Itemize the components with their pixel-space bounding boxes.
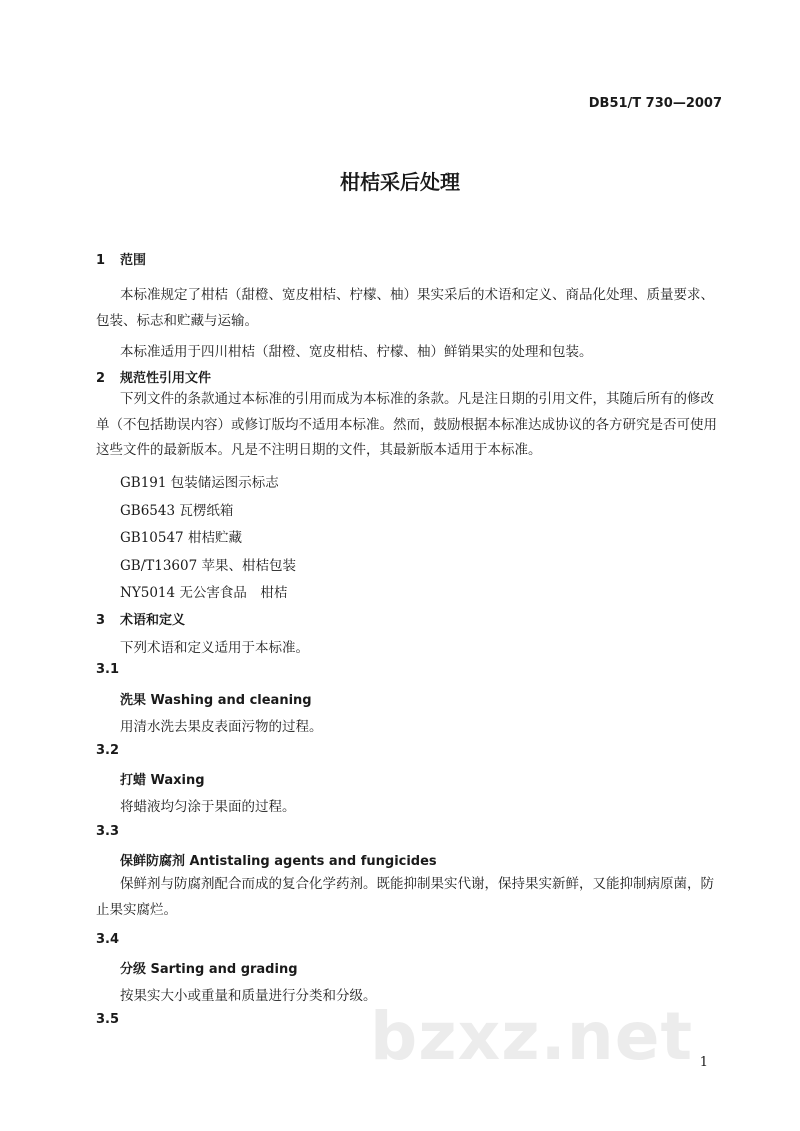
term-definition: 用清水洗去果皮表面污物的过程。 xyxy=(120,719,323,735)
document-title: 柑桔采后处理 xyxy=(340,170,460,194)
standard-code: DB51/T 730—2007 xyxy=(588,96,722,111)
scope-paragraph-2: 本标准适用于四川柑桔（甜橙、宽皮柑桔、柠檬、柚）鲜销果实的处理和包装。 xyxy=(120,344,593,360)
section-number: 2 xyxy=(96,371,106,386)
references-paragraph: 下列文件的条款通过本标准的引用而成为本标准的条款。凡是注日期的引用文件，其随后所有的修改单（不包括勘误内容）或修订版均不适用本标准。然而，鼓励根据本标准达成协议的各方研究是否可使用这些文件的最新版本。凡是不注明日期的文件，其最新版本适用于本标准。 xyxy=(96,391,717,458)
reference-item: GB6543 瓦楞纸箱 xyxy=(120,503,234,519)
term-definition: 将蜡液均匀涂于果面的过程。 xyxy=(120,799,296,815)
section-title: 规范性引用文件 xyxy=(120,371,212,386)
scope-paragraph-1: 本标准规定了柑桔（甜橙、宽皮柑桔、柠檬、柚）果实采后的术语和定义、商品化处理、质量要求、包装、标志和贮藏与运输。 xyxy=(96,287,714,329)
section-title: 范围 xyxy=(120,253,147,268)
reference-item: GB/T13607 苹果、柑桔包装 xyxy=(120,558,296,574)
section-heading-references xyxy=(96,367,211,386)
terms-intro: 下列术语和定义适用于本标准。 xyxy=(120,640,309,656)
section-number: 1 xyxy=(96,253,106,268)
term-number: 3.2 xyxy=(96,743,120,758)
term-title: 分级 Sarting and grading xyxy=(120,962,298,977)
term-number: 3.1 xyxy=(96,662,120,677)
watermark: bzxz.net xyxy=(370,998,694,1075)
reference-item: GB191 包装储运图示标志 xyxy=(120,475,279,491)
reference-item: GB10547 柑桔贮藏 xyxy=(120,530,242,546)
term-title: 保鲜防腐剂 Antistaling agents and fungicides xyxy=(120,854,437,869)
section-title: 术语和定义 xyxy=(120,613,186,628)
term-number: 3.5 xyxy=(96,1012,120,1027)
term-definition: 按果实大小或重量和质量进行分类和分级。 xyxy=(120,988,377,1004)
section-heading-scope xyxy=(96,249,146,268)
term-definition: 保鲜剂与防腐剂配合而成的复合化学药剂。既能抑制果实代谢，保持果实新鲜，又能抑制病原菌，防止果实腐烂。 xyxy=(96,876,714,918)
reference-item: NY5014 无公害食品 柑桔 xyxy=(120,585,288,601)
section-number: 3 xyxy=(96,613,106,628)
term-number: 3.4 xyxy=(96,932,120,947)
section-heading-terms xyxy=(96,609,185,628)
term-title: 打蜡 Waxing xyxy=(120,773,205,788)
page-number: 1 xyxy=(699,1055,708,1070)
term-number: 3.3 xyxy=(96,824,120,839)
term-title: 洗果 Washing and cleaning xyxy=(120,693,312,708)
